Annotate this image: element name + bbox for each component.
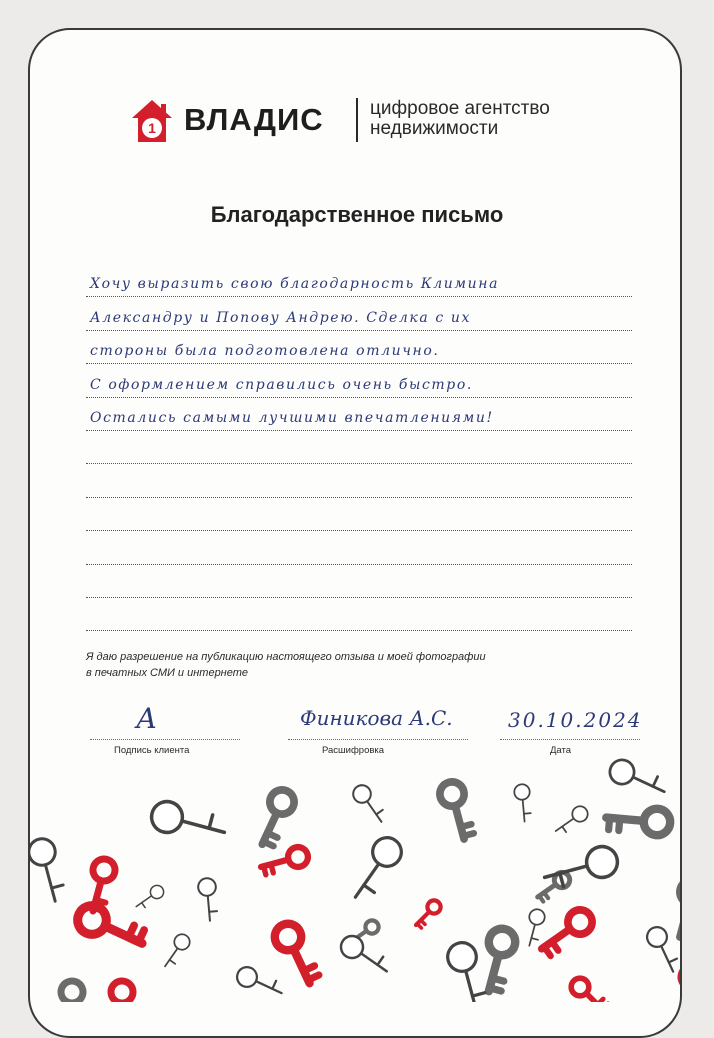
writing-line: [86, 398, 632, 431]
decoding-line: [288, 739, 468, 740]
brand-divider: [356, 98, 358, 142]
writing-line: [86, 264, 632, 297]
writing-line: [86, 297, 632, 330]
svg-text:1: 1: [148, 120, 156, 136]
date-label: Дата: [550, 745, 572, 756]
consent-line-1: Я даю разрешение на публикацию настоящего отзыва и моей фотографии: [86, 651, 486, 663]
house-with-number-1-icon: [130, 98, 174, 144]
handwritten-text: Хочу выразить свою благодарность Климина: [90, 276, 500, 293]
writing-line: [86, 331, 632, 364]
writing-line: [86, 464, 632, 497]
date-value: 30.10.2024: [508, 708, 643, 732]
writing-line: [86, 364, 632, 397]
writing-line: [86, 565, 632, 598]
letter-card: [28, 28, 682, 1038]
brand-name: ВЛАДИС: [184, 102, 324, 137]
brand-header: [130, 98, 600, 148]
client-signature-label: Подпись клиента: [114, 745, 190, 756]
handwritten-text: С оформлением справились очень быстро.: [90, 376, 473, 393]
date-line: [500, 739, 640, 740]
handwritten-text: Остались самыми лучшими впечатлениями!: [90, 409, 494, 426]
client-signature-line: [90, 739, 240, 740]
handwritten-text: стороны была подготовлена отлично.: [90, 343, 440, 360]
handwritten-lines: [86, 264, 632, 631]
brand-tagline-line-2: недвижимости: [370, 118, 499, 139]
decoding-value: Финикова А.С.: [300, 706, 453, 730]
handwritten-text: Александру и Попову Андрею. Сделка с их: [90, 309, 471, 326]
client-signature: А: [136, 702, 158, 735]
publication-consent: [86, 649, 606, 681]
brand-tagline-line-1: цифровое агентство: [370, 98, 550, 119]
consent-line-2: в печатных СМИ и интернете: [86, 667, 249, 679]
writing-line: [86, 431, 632, 464]
brand-tagline: [370, 99, 550, 139]
writing-line: [86, 531, 632, 564]
writing-line: [86, 598, 632, 631]
letter-title: Благодарственное письмо: [210, 202, 504, 227]
writing-line: [86, 498, 632, 531]
decoding-label: Расшифровка: [322, 745, 385, 756]
